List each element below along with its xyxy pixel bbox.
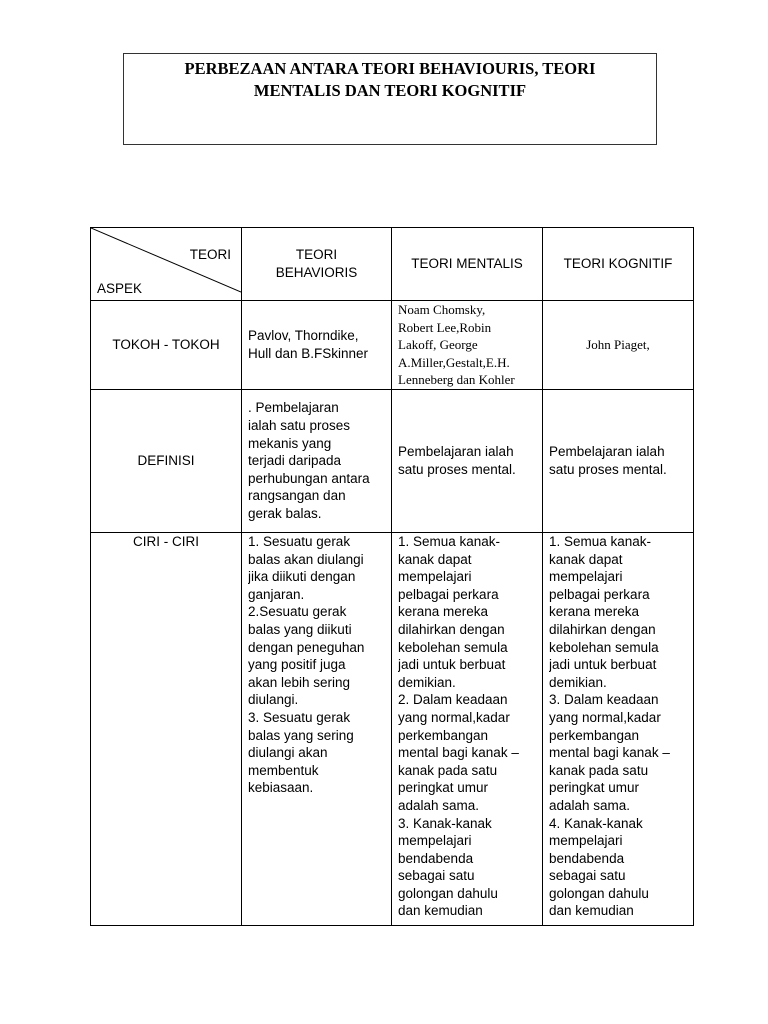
title-line-2: MENTALIS DAN TEORI KOGNITIF — [253, 81, 527, 100]
table-row-definisi — [91, 390, 694, 533]
header-behavioris: TEORI BEHAVIORIS — [242, 228, 392, 301]
ciri-mentalis: 1. Semua kanak- kanak dapat mempelajari pelbagai perkara kerana mereka dilahirkan dengan kebolehan semula jadi untuk berbuat demikian. 2. Dalam keadaan yang normal,kadar perkembangan mental bagi kanak – kanak pada satu peringkat umur adalah sama. 3. Kanak-kanak mempelajari bendabenda sebagai satu golongan dahulu dan kemudian — [398, 534, 519, 919]
ciri-behavioris: 1. Sesuatu gerak balas akan diulangi jika diikuti dengan ganjaran. 2.Sesuatu gerak balas yang diikuti dengan peneguhan yang positif juga akan lebih sering diulangi. 3. Sesuatu gerak balas yang sering diulangi akan membentuk kebiasaan. — [248, 534, 365, 796]
definisi-behavioris: . Pembelajaran ialah satu proses mekanis yang terjadi daripada perhubungan antara rangsangan dan gerak balas. — [242, 390, 392, 533]
comparison-table — [90, 227, 694, 926]
header-mentalis: TEORI MENTALIS — [392, 228, 543, 301]
corner-label-teori: TEORI — [189, 247, 231, 262]
title-line-1: PERBEZAAN ANTARA TEORI BEHAVIOURIS, TEORI — [184, 59, 596, 78]
ciri-mentalis-cell — [392, 533, 543, 926]
header-kognitif: TEORI KOGNITIF — [543, 228, 694, 301]
aspect-ciri: CIRI - CIRI — [91, 533, 242, 926]
document-title — [123, 53, 657, 145]
table-row-ciri — [91, 533, 694, 926]
table-header-row — [91, 228, 694, 301]
tokoh-mentalis: Noam Chomsky, Robert Lee,Robin Lakoff, George A.Miller,Gestalt,E.H. Lenneberg dan Kohler — [392, 301, 543, 390]
aspect-tokoh: TOKOH - TOKOH — [91, 301, 242, 390]
table-row-tokoh — [91, 301, 694, 390]
tokoh-behavioris: Pavlov, Thorndike, Hull dan B.FSkinner — [242, 301, 392, 390]
corner-header-cell — [91, 228, 242, 301]
ciri-behavioris-cell — [242, 533, 392, 926]
ciri-kognitif-cell — [543, 533, 694, 926]
definisi-kognitif: Pembelajaran ialah satu proses mental. — [543, 390, 694, 533]
ciri-kognitif: 1. Semua kanak- kanak dapat mempelajari pelbagai perkara kerana mereka dilahirkan dengan kebolehan semula jadi untuk berbuat demikian. 3. Dalam keadaan yang normal,kadar perkembangan mental bagi kanak – kanak pada satu peringkat umur adalah sama. 4. Kanak-kanak mempelajari bendabenda sebagai satu golongan dahulu dan kemudian — [549, 534, 670, 919]
aspect-definisi: DEFINISI — [91, 390, 242, 533]
corner-label-aspek: ASPEK — [97, 281, 143, 297]
definisi-mentalis: Pembelajaran ialah satu proses mental. — [392, 390, 543, 533]
tokoh-kognitif: John Piaget, — [543, 301, 694, 390]
